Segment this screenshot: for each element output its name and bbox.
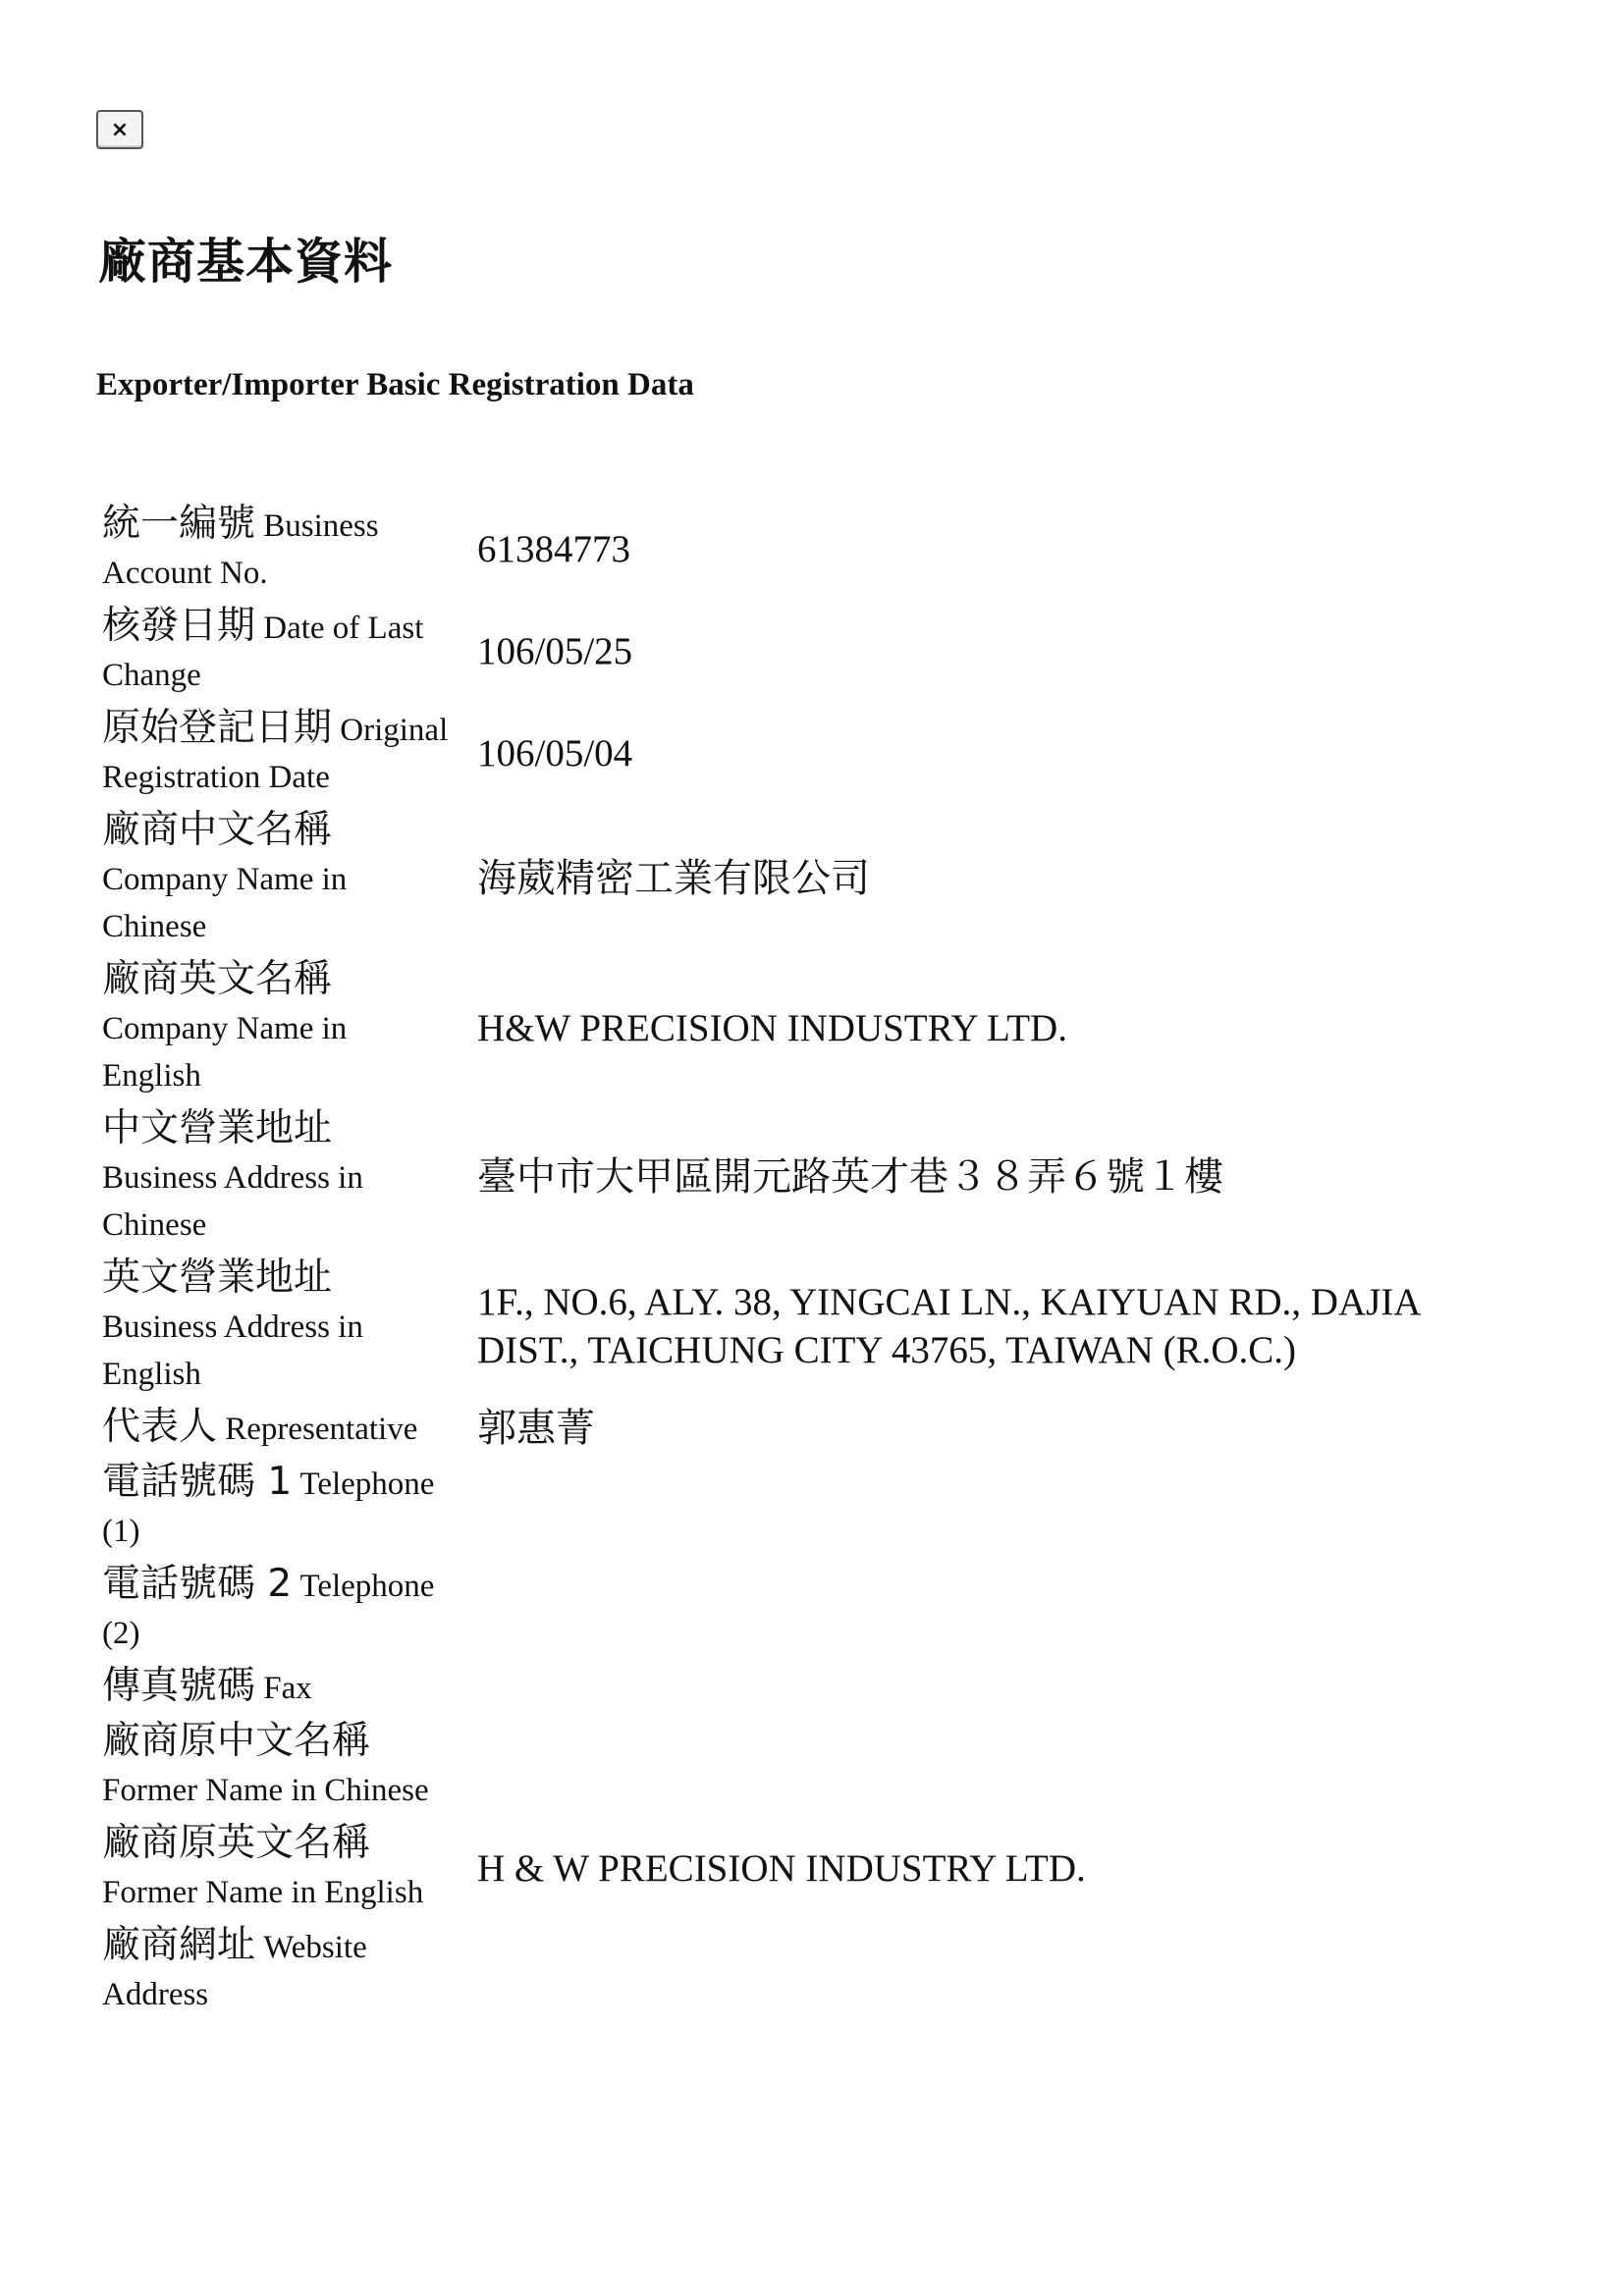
field-value xyxy=(460,1922,1514,2018)
label-en: Company Name in Chinese xyxy=(102,862,348,944)
field-value: 1F., NO.6, ALY. 38, YINGCAI LN., KAIYUAN RD., DAJIA DIST., TAICHUNG CITY 43765, TAIWAN (R.O.C.) xyxy=(477,1281,1420,1371)
label-zh: 廠商原中文名稱 xyxy=(102,1719,371,1763)
row-date-of-last-change xyxy=(102,603,1514,699)
field-value xyxy=(460,1561,1514,1657)
label-en: Telephone (2) xyxy=(102,1569,435,1651)
field-label xyxy=(102,1663,454,1712)
field-value xyxy=(460,1718,1514,1814)
label-zh: 廠商原英文名稱 xyxy=(102,1821,371,1865)
label-zh: 代表人 xyxy=(102,1405,218,1449)
field-label xyxy=(102,501,454,597)
field-value xyxy=(460,1459,1514,1555)
page-subtitle: Exporter/Importer Basic Registration Data xyxy=(96,367,694,402)
label-en: Company Name in English xyxy=(102,1011,348,1094)
field-value xyxy=(460,1663,1514,1712)
field-label xyxy=(102,603,454,699)
label-zh: 電話號碼 2 xyxy=(102,1562,293,1606)
page-title: 廠商基本資料 xyxy=(98,234,394,290)
label-zh: 電話號碼 1 xyxy=(102,1460,293,1504)
field-value: 106/05/25 xyxy=(477,629,633,672)
row-fax xyxy=(102,1663,1514,1712)
label-zh: 廠商英文名稱 xyxy=(102,957,333,1001)
row-business-address-english xyxy=(102,1255,1514,1398)
label-en: Date of Last Change xyxy=(102,611,424,693)
field-value: H & W PRECISION INDUSTRY LTD. xyxy=(477,1846,1086,1890)
field-label xyxy=(102,1561,454,1657)
field-value: 臺中市大甲區開元路英才巷３８弄６號１樓 xyxy=(477,1153,1223,1200)
row-original-registration-date xyxy=(102,705,1514,801)
field-label xyxy=(102,956,454,1099)
field-label xyxy=(102,705,454,801)
label-en: Telephone (1) xyxy=(102,1467,435,1549)
field-label xyxy=(102,1255,454,1398)
row-telephone-2 xyxy=(102,1561,1514,1657)
row-company-name-english xyxy=(102,956,1514,1099)
field-label xyxy=(102,1404,454,1453)
row-website-address xyxy=(102,1922,1514,2018)
label-en: Former Name in Chinese xyxy=(102,1773,429,1808)
field-value: 106/05/04 xyxy=(477,731,633,774)
label-zh: 原始登記日期 xyxy=(102,706,333,750)
row-telephone-1 xyxy=(102,1459,1514,1555)
label-en: Business Account No. xyxy=(102,508,379,591)
field-value: 61384773 xyxy=(477,527,630,570)
label-zh: 傳真號碼 xyxy=(102,1664,256,1708)
field-value: 海葳精密工業有限公司 xyxy=(477,855,870,901)
close-button[interactable] xyxy=(96,110,143,149)
label-zh: 核發日期 xyxy=(102,604,256,648)
field-value: 郭惠菁 xyxy=(477,1405,595,1451)
field-label xyxy=(102,1922,454,2018)
label-zh: 統一編號 xyxy=(102,502,256,546)
row-former-name-chinese xyxy=(102,1718,1514,1814)
label-en: Original Registration Date xyxy=(102,713,449,795)
row-business-address-chinese xyxy=(102,1105,1514,1249)
row-former-name-english xyxy=(102,1820,1514,1916)
field-label xyxy=(102,1459,454,1555)
row-company-name-chinese xyxy=(102,807,1514,950)
label-zh: 英文營業地址 xyxy=(102,1255,333,1300)
label-en: Business Address in Chinese xyxy=(102,1160,363,1243)
label-en: Website Address xyxy=(102,1930,367,2012)
registration-data-table xyxy=(96,495,1520,2024)
label-en: Business Address in English xyxy=(102,1309,363,1392)
label-en: Representative xyxy=(225,1412,418,1447)
field-value: H&W PRECISION INDUSTRY LTD. xyxy=(477,1006,1067,1049)
field-label xyxy=(102,807,454,950)
label-zh: 中文營業地址 xyxy=(102,1106,333,1150)
field-label xyxy=(102,1105,454,1249)
row-representative xyxy=(102,1404,1514,1453)
field-label xyxy=(102,1820,454,1916)
label-zh: 廠商網址 xyxy=(102,1923,256,1967)
label-zh: 廠商中文名稱 xyxy=(102,808,333,852)
field-label xyxy=(102,1718,454,1814)
row-business-account-no xyxy=(102,501,1514,597)
label-en: Former Name in English xyxy=(102,1875,424,1910)
close-icon: × xyxy=(110,117,130,142)
label-en: Fax xyxy=(263,1671,312,1706)
